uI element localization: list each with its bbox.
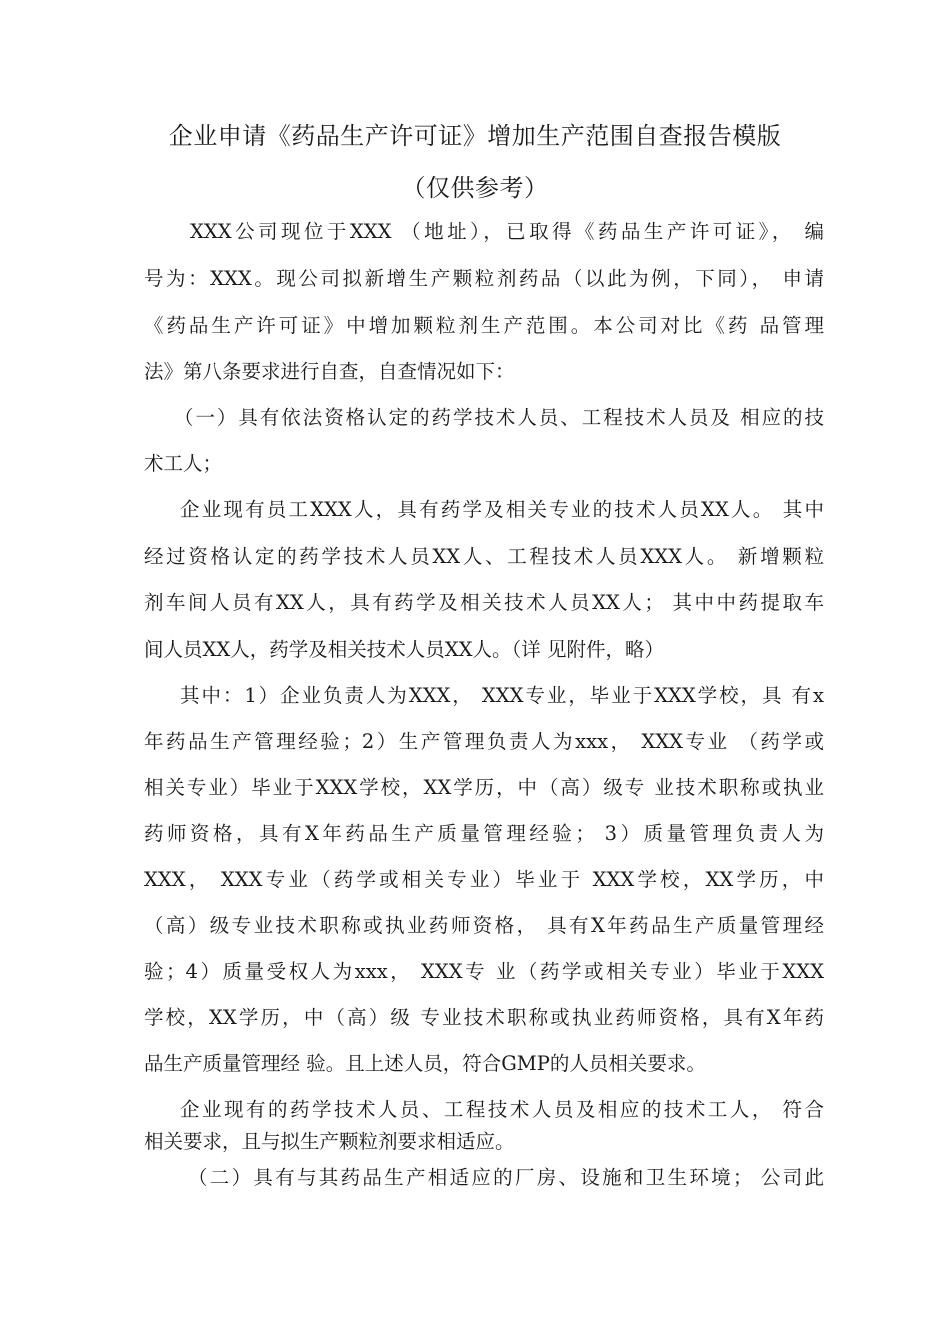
document-subtitle: （仅供参考）: [401, 174, 549, 202]
paragraph-line: 号为：XXX。现公司拟新增生产颗粒剂药品（以此为例，下同）， 申请: [144, 267, 824, 290]
paragraph-line: 经过资格认定的药学技术人员XX人、工程技术人员XXX人。 新增颗粒: [144, 545, 824, 568]
section-heading-line: （二）具有与其药品生产相适应的厂房、设施和卫生环境； 公司此: [188, 1166, 824, 1189]
paragraph-line: 其中：1）企业负责人为XXX， XXX专业，毕业于XXX学校，具 有x: [180, 684, 824, 707]
section-heading-line: （一）具有依法资格认定的药学技术人员、工程技术人员及 相应的技: [174, 406, 824, 429]
paragraph-line: XXX， XXX专业（药学或相关专业）毕业于 XXX学校，XX学历，中: [144, 868, 824, 891]
paragraph-line: 企业现有的药学技术人员、工程技术人员及相应的技术工人， 符合: [180, 1098, 824, 1121]
paragraph-line: 年药品生产管理经验；2）生产管理负责人为xxx， XXX专业 （药学或: [144, 730, 824, 753]
paragraph-line: 法》第八条要求进行自查，自查情况如下：: [144, 360, 515, 383]
paragraph-line: 剂车间人员有XX人，具有药学及相关技术人员XX人； 其中中药提取车: [144, 591, 824, 614]
paragraph-line: 品生产质量管理经 验。且上述人员，符合GMP的人员相关要求。: [144, 1052, 706, 1075]
document-title: 企业申请《药品生产许可证》增加生产范围自查报告模版: [168, 122, 782, 150]
paragraph-line: 相关要求，且与拟生产颗粒剂要求相适应。: [144, 1130, 515, 1153]
paragraph-line: XXX公司现位于XXX （地址），已取得《药品生产许可证》， 编: [190, 220, 824, 243]
paragraph-line: 《药品生产许可证》中增加颗粒剂生产范围。本公司对比《药 品管理: [144, 314, 824, 337]
paragraph-line: 相关专业）毕业于XXX学校，XX学历，中（高）级专 业技术职称或执业: [144, 776, 824, 799]
paragraph-line: 验；4）质量受权人为xxx， XXX专 业（药学或相关专业）毕业于XXX: [144, 960, 824, 983]
section-heading-line: 术工人；: [144, 452, 223, 475]
paragraph-line: 药师资格，具有X年药品生产质量管理经验； 3）质量管理负责人为: [144, 822, 824, 845]
paragraph-line: 学校，XX学历，中（高）级 专业技术职称或执业药师资格，具有X年药: [144, 1006, 824, 1029]
paragraph-line: 间人员XX人，药学及相关技术人员XX人。（详 见附件，略）: [144, 638, 664, 661]
paragraph-line: 企业现有员工XXX人，具有药学及相关专业的技术人员XX人。 其中: [180, 498, 824, 521]
paragraph-line: （高）级专业技术职称或执业药师资格， 具有X年药品生产质量管理经: [144, 914, 824, 937]
